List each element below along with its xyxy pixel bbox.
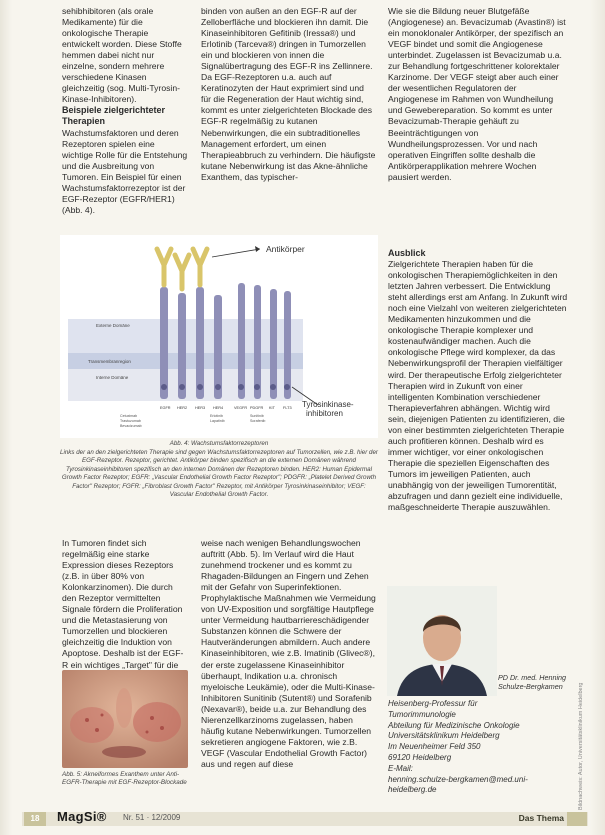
- author-contact: [388, 699, 558, 796]
- paragraph: weise nach wenigen Behandlungswochen auftritt (Abb. 5). Im Verlauf wird die Haut zunehmend trockener und es kommt zu Rhagaden-Bildungen an Fingern und Zehen mit der Gefahr von Superinfektionen. Prophylaktische Maßnahmen wie Vermeidung von UV-Exposition und sorgfältige Hautpflege unter Vermeidung hautbarriereschädigender Substanzen können die Schwere der Hautveränderungen abmildern. Auch andere Kinaseinhibitoren, wie z.B. Imatinib (Glivec®), der erste zugelassene Kinaseinhibitor überhaupt, Indikation u.a. chronisch myeloische Leukämie), oder die Multi-Kinase-Inhibitoren Sunitinib (Sutent®) und Sorafenib (Nexavar®), beide u.a. zur Behandlung des Nierenzellkarzinoms zugelassen, haben häufig kutane Nebenwirkungen. Tumorzellen sekretieren angiogene Faktoren, wie z.B. VEGF (Vascular Endothelial Growth Factor) aus und regen auf diese: [201, 538, 376, 769]
- text-column-2: [201, 6, 376, 183]
- inhibitor-dot: [215, 384, 221, 390]
- paragraph: Wachstumsfaktoren und deren Rezeptoren spielen eine wichtige Rolle für die Entstehung und die Ausbreitung von Tumoren. Ein Beispiel für einen Wachstumsfaktorrezeptor ist der EGF-Rezeptor (EGFR/HER1) (Abb. 4).: [62, 127, 188, 215]
- inhibitor-label: Sunitinib: [250, 414, 264, 418]
- antibody-label: Bevacizumab: [120, 424, 142, 428]
- receptor-her2: [178, 293, 186, 399]
- text-column-1: [62, 6, 188, 216]
- receptor-egfr: [160, 287, 168, 399]
- section-heading: Ausblick: [388, 248, 426, 258]
- receptor-diagram: [60, 235, 378, 438]
- section-heading: Beispiele zielgerichteter Therapien: [62, 105, 166, 127]
- receptor-label: VEGFR: [234, 406, 248, 410]
- inhibitor-dot: [161, 384, 167, 390]
- domain-label-internal: Interne Domäne: [96, 375, 129, 380]
- inhibitor-label: Sorafenib: [250, 419, 266, 423]
- author-name: PD Dr. med. Henning Schulze-Bergkamen: [498, 673, 567, 691]
- page-footer: [0, 803, 605, 835]
- receptor-label: PDGFR: [250, 406, 264, 410]
- contact-line: 69120 Heidelberg: [388, 752, 452, 762]
- contact-line: Abteilung für Medizinische Onkologie: [388, 720, 520, 730]
- issue-info: Nr. 51 · 12/2009: [123, 813, 181, 822]
- receptor-kit: [270, 289, 277, 399]
- figure-caption-title: Abb. 4: Wachstumsfaktorrezeptoren: [169, 440, 269, 447]
- inhibitor-dot: [254, 384, 260, 390]
- receptor-label: HER3: [195, 406, 206, 410]
- inhibitor-dot: [270, 384, 276, 390]
- inhibitor-dot: [197, 384, 203, 390]
- author-portrait-image: [387, 586, 497, 696]
- receptor-her3: [196, 287, 204, 399]
- contact-line: E-Mail:: [388, 763, 413, 773]
- paragraph: In Tumoren findet sich regelmäßig eine starke Expression dieses Rezeptors (z.B. in über 80% von Kolonkarzinomen). Die durch den Rezeptor vermittelten Signale fördern die Proliferation und die Metastasierung von Tumorzellen und blockieren gleichzeitig die Induktion von Apoptose. Deshalb ist der EGF-R ein wichtiges „Target" für die: [62, 538, 184, 670]
- inhibitor-label: Erlotinib: [210, 414, 223, 418]
- inhibitor-dot: [238, 384, 244, 390]
- receptor-label: KIT: [269, 406, 275, 410]
- page-number: 18: [24, 812, 46, 826]
- image-credit: [578, 640, 588, 810]
- receptor-label: EGFR: [160, 406, 171, 410]
- text-column-3-ausblick: [388, 248, 568, 513]
- paragraph: Zielgerichtete Therapien haben für die onkologischen Therapiemöglichkeiten in den letzten Jahren verbessert. Die Entwicklung steht allerdings erst am Anfang. In Zukunft wird noch eine Vielzahl von weiteren zielgerichteten Medikamenten hinzukommen und die onkologische Therapie komplexer und kostenaufwändiger machen. Auch die onkologische Pflege wird komplexer, da das Nebenwirkungsprofil der Therapien vielfältiger wird. Der therapeutische Erfolg zielgerichteter Therapien wird in Zukunft von einer intelligenten Kombination verschiedener Therapieverfahren abhängen. Wichtig wird sein, diejenigen Patienten zu identifizieren, die von einer bestimmten zielgerichteten Therapie auch profitieren können. Deshalb wird es immer wichtiger, vor einer onkologischen Therapie die speziellen Eigenschaften des Tumors im jeweiligen Patienten, auch unabhängig von der jeweiligen Tumorentität, abzufragen und dann gezielt eine individuelle, maßgeschneiderte Therapie auszuwählen.: [388, 259, 568, 513]
- receptor-diagram-svg: [60, 235, 378, 438]
- contact-line: Im Neuenheimer Feld 350: [388, 742, 481, 752]
- inhibitor-label: Lapatinib: [210, 419, 225, 423]
- rash-photo-caption: Abb. 5: Akneiformes Exanthem unter Anti-EGFR-Therapie mit EGF-Rezeptor-Blockade: [62, 771, 187, 786]
- contact-email[interactable]: henning.schulze-bergkamen@med.uni-heidelberg.de: [388, 774, 528, 795]
- antibody-callout-label: Antikörper: [266, 244, 305, 254]
- magazine-brand: MagSi®: [57, 809, 107, 824]
- text-column-5: [201, 538, 376, 770]
- receptor-label: FLT3: [283, 406, 292, 410]
- antibody-label: Trastuzumab: [120, 419, 141, 423]
- figure-caption-text: Links der an den zielgerichteten Therapie sind gegen Wachstumsfaktorrezeptoren auf Tumorzellen, wie z.B. hier der EGF-Rezeptor. Rezeptor, gerichtet. Antikörper binden spezifisch an die externen Domänen während Tyrosinkinaseinhibitoren spezifisch an den internen Domänen der Rezeptoren binden. HER2: Human Epidermal Growth Factor Rezeptor; EGFR: „Vascular Endothelial Growth Factor Rezeptor"; PDGFR: „Platelet Derived Growth Factor" Rezeptor; FGFR: „Fibroblast Growth Factor" Rezeptor, mit Antikörper Tyrosinkinaseinhibitor; VEGF: Vascular Endothelial Growth Factor.: [60, 448, 378, 498]
- receptor-pdgfr: [254, 285, 261, 399]
- domain-label-external: Externe Domäne: [96, 323, 130, 328]
- inhibitor-dot: [179, 384, 185, 390]
- antibody-label: Cetuximab: [120, 414, 138, 418]
- tki-callout-label: Tyrosinkinase-inhibitoren: [302, 400, 354, 418]
- contact-line: Tumorimmunologie: [388, 709, 456, 719]
- image-credit-text: Bildnachweis: Autor, Universitätsklinikum Heidelberg: [578, 682, 584, 810]
- receptor-label: HER4: [213, 406, 224, 410]
- author-portrait: [387, 586, 497, 696]
- section-name: Das Thema: [518, 813, 564, 823]
- paragraph: binden von außen an den EGF-R auf der Zelloberfläche und blockieren ihn damit. Die Kinaseinhibitoren Gefitinib (Iressa®) und Erlotinib (Tarceva®) dringen in Tumorzellen ein und blockieren von innen die Signalübertragung des EGF-R ins Zellinnere. Da EGF-Rezeptoren u.a. auch auf Keratinozyten der Haut exprimiert sind und für die Regeneration der Haut wichtig sind, kommt es unter zielgerichteten Blockade des EGF-R regelmäßig zu kutanen Nebenwirkungen, die ein subtraditionelles Management erfordert, um einen Therapieabbruch zu verhindern. Die häufigste kutane Nebenwirkung ist das Akne-ähnliche Exanthem, das typischer-: [201, 6, 376, 182]
- contact-line: Heisenberg-Professur für: [388, 699, 478, 708]
- receptor-her4: [214, 295, 222, 399]
- domain-label-transmembrane: Transmembranregion: [88, 359, 131, 364]
- rash-photo-image: [62, 670, 188, 768]
- section-marker: [567, 812, 587, 826]
- receptor-flt3: [284, 291, 291, 399]
- paragraph: sehibhibitoren (als orale Medikamente) für die onkologische Therapie entwickelt worden. Diese Stoffe hemmen dabei nicht nur einzelne, sondern mehrere verschiedene Kinasen gleichzeitig (sog. Multi-Tyrosin-Kinase-Inhibitoren).: [62, 6, 182, 105]
- paragraph: Wie sie die Bildung neuer Blutgefäße (Angiogenese) an. Bevacizumab (Avastin®) ist ein monoklonaler Antikörper, der spezifisch an VEGF bindet und somit die Angiogenese unterbindet. Zugelassen ist Bevacizumab u.a. zur Behandlung fortgeschrittener kolorektaler Karzinome. Der VEGF steigt aber auch einer der wesentlichen Regulatoren der Angiogenese im Rahmen von Wundheilung und Gewebereparation. So kommt es unter Bevacizumab-Therapie gehäuft zu Beeinträchtigungen von Wundheilungsprozessen. Vor und nach operativen Eingriffen sollte deshalb die Antikörperapplikation mehrere Wochen pausiert werden.: [388, 6, 566, 182]
- contact-line: Universitätsklinikum Heidelberg: [388, 731, 500, 741]
- rash-photo: [62, 670, 188, 768]
- inhibitor-dot: [284, 384, 290, 390]
- receptor-vegfr: [238, 283, 245, 399]
- text-column-3: [388, 6, 568, 183]
- receptor-label: HER2: [177, 406, 188, 410]
- figure-caption: [60, 440, 378, 500]
